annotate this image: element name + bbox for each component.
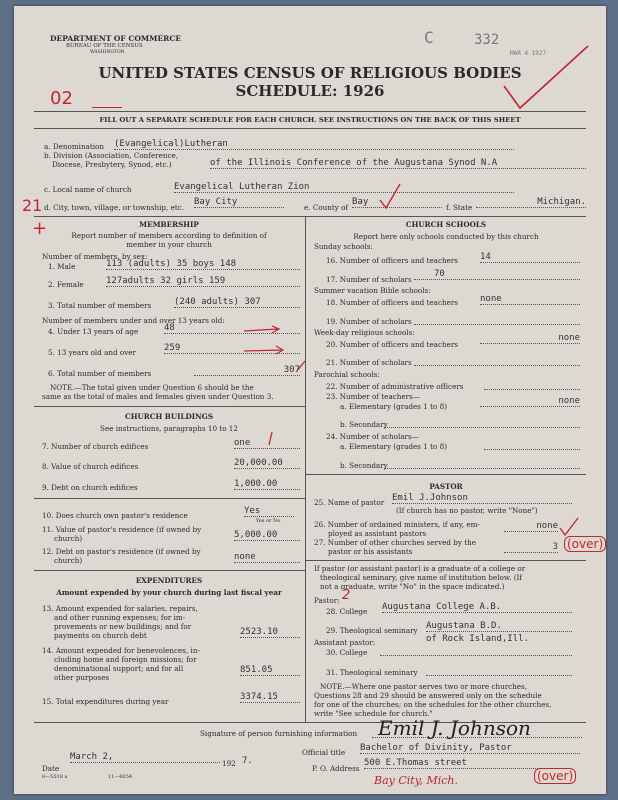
grad-line-2: theological seminary, give name of institution below. (If (320, 573, 523, 582)
q26-line-2: ployed as assistant pastors (328, 529, 427, 538)
red-over-note-1: (over) (564, 536, 606, 552)
red-annotation-2: 2 (342, 588, 351, 603)
q20-value: none (480, 333, 580, 344)
q4-value: 48 (164, 323, 300, 334)
q13-line-1: 13. Amount expended for salaries, repairs, (42, 604, 198, 613)
date-value: March 2, (70, 752, 220, 763)
denomination-label: a. Denomination (44, 142, 104, 151)
bureau-label: BUREAU OF THE CENSUS (66, 43, 143, 49)
dept-label: DEPARTMENT OF COMMERCE (50, 34, 182, 43)
red-annotation-02: 02 (50, 88, 73, 109)
q12-label-1: 12. Debt on pastor's residence (if owned by (42, 547, 201, 556)
q10-note: Yes or No (256, 518, 281, 524)
state-label: f. State (446, 203, 473, 212)
schedule-title: SCHEDULE: 1926 (235, 82, 385, 100)
q19-value-line (414, 324, 580, 325)
red-arrow-q5 (242, 344, 286, 356)
red-arrow-q4 (242, 324, 282, 336)
q30-label: 30. College (326, 648, 368, 657)
schools-sub: Report here only schools conducted by this church (353, 232, 539, 241)
q24b-label: b. Secondary (340, 461, 388, 470)
q13-line-2: and other running expenses; for im- (54, 613, 186, 622)
q9-value: 1,000.00 (234, 479, 300, 490)
q15-label: 15. Total expenditures during year (42, 697, 169, 706)
q9-label: 9. Debt on church edifices (42, 483, 138, 492)
q28-value: Augustana College A.B. (382, 602, 572, 613)
q22-label: 22. Number of administrative officers (326, 382, 464, 391)
q23a-label: a. Elementary (grades 1 to 8) (340, 402, 447, 411)
division-label-2: Diocese, Presbytery, Synod, etc.) (52, 160, 172, 169)
city-label: WASHINGTON (90, 50, 125, 55)
q23b-value-line (384, 427, 580, 428)
schools-title: CHURCH SCHOOLS (405, 220, 487, 229)
q11-value: 5,000.00 (234, 530, 300, 541)
q10-label: 10. Does church own pastor's residence (42, 511, 188, 520)
summer-label: Summer vacation Bible schools: (314, 286, 431, 295)
city-label-d: d. City, town, village, or township, etc. (44, 203, 185, 212)
pastor-note-3: for one of the churches; on the schedules for the other churches, (314, 700, 552, 709)
year-value: 7. (242, 756, 253, 766)
q27-line-2: pastor or his assistants (328, 547, 413, 556)
q22-value-line (484, 389, 580, 390)
q5-label: 5. 13 years old and over (48, 348, 136, 357)
q14-line-1: 14. Amount expended for benevolences, in- (42, 646, 200, 655)
q5-value: 259 (164, 343, 300, 354)
red-check-county (378, 182, 404, 210)
buildings-sub: See instructions, paragraphs 10 to 12 (100, 424, 238, 433)
pastor-note-1: NOTE.—Where one pastor serves two or more churches, (320, 682, 528, 691)
q13-line-4: payments on church debt (54, 631, 147, 640)
red-check-q26 (558, 516, 580, 538)
q20-label: 20. Number of officers and teachers (326, 340, 458, 349)
q14-line-3: denominational support; and for all (54, 664, 184, 673)
county-value: Bay (352, 197, 442, 208)
sunday-label: Sunday schools: (314, 242, 373, 251)
pastor-note-2: Questions 28 and 29 should be answered only on the schedule (314, 691, 542, 700)
membership-sub-2: member in your church (126, 240, 212, 249)
address-value: 500 E.Thomas street (364, 758, 564, 769)
divider-buildings (34, 570, 305, 571)
q10-value: Yes (244, 506, 294, 517)
q30-value-line (380, 655, 572, 656)
membership-note-1: NOTE.—The total given under Question 6 should be the (50, 383, 254, 392)
stamp-date: MAR 4 1927 (510, 50, 547, 57)
q25-label: 25. Name of pastor (314, 498, 385, 507)
q28-label: 28. College (326, 607, 368, 616)
q6-label: 6. Total number of members (48, 369, 152, 378)
q21-label: 21. Number of scholars (326, 358, 412, 367)
parochial-label: Parochial schools: (314, 370, 380, 379)
buildings-title: CHURCH BUILDINGS (124, 412, 214, 421)
q23-value: none (480, 396, 580, 407)
membership-title: MEMBERSHIP (139, 220, 199, 229)
age-header: Number of members under and over 13 years old: (42, 316, 225, 325)
red-cross-mark: + (32, 218, 48, 239)
local-name-label: c. Local name of church (44, 185, 132, 194)
q29-value-2: of Rock Island,Ill. (426, 634, 529, 644)
q27-value: 3 (504, 542, 558, 553)
divider-buildings-inner (34, 498, 305, 499)
q14-line-2: cluding home and foreign missions; for (54, 655, 197, 664)
signature-label: Signature of person furnishing information (200, 729, 358, 738)
stamp-number: 332 (474, 32, 500, 48)
q2-value: 127adults 32 girls 159 (106, 276, 300, 287)
q26-value: none (504, 521, 558, 532)
q1-label: 1. Male (48, 262, 76, 271)
q8-label: 8. Value of church edifices (42, 462, 139, 471)
q12-label-2: church) (54, 556, 83, 565)
q31-label: 31. Theological seminary (326, 668, 418, 677)
q8-value: 20,000.00 (234, 458, 300, 469)
q7-value: one (234, 438, 300, 449)
q11-label-1: 11. Value of pastor's residence (if owned by (42, 525, 202, 534)
column-divider (305, 216, 306, 722)
q29-label: 29. Theological seminary (326, 626, 418, 635)
q13-line-3: provements or new buildings; and for (54, 622, 192, 631)
signature-line (372, 737, 582, 738)
q31-value-line (426, 675, 572, 676)
form-title: UNITED STATES CENSUS OF RELIGIOUS BODIES (98, 64, 522, 82)
divider-general (34, 216, 586, 217)
weekday-label: Week-day religious schools: (314, 328, 415, 337)
q14-value: 851.05 (240, 665, 300, 676)
divider-pastor (305, 560, 586, 561)
q23b-label: b. Secondary (340, 420, 388, 429)
q3-value: (240 adults) 307 (174, 297, 300, 308)
q29-value: Augustana B.D. (426, 621, 572, 632)
division-label-1: b. Division (Association, Conference, (44, 151, 179, 160)
q25-value: Emil J.Johnson (392, 493, 572, 504)
divider-instr (34, 128, 586, 129)
pastor-note-4: write "See schedule for church." (314, 709, 433, 718)
grad-line-1: If pastor (or assistant pastor) is a graduate of a college or (314, 564, 526, 573)
q13-value: 2523.10 (240, 627, 300, 638)
expenditures-sub: Amount expended by your church during last fiscal year (56, 588, 282, 597)
by-sex-label: Number of members, by sex: (42, 252, 148, 261)
signature-value: Emil J. Johnson (378, 716, 531, 740)
q14-line-4: other purposes (54, 673, 110, 682)
local-name-value: Evangelical Lutheran Zion (174, 182, 514, 193)
city-value: Bay City (194, 197, 284, 208)
membership-note-2: same as the total of males and females given under Question 3. (42, 392, 274, 401)
q24a-value-line (484, 449, 580, 450)
state-value: Michigan. (476, 197, 586, 208)
q17-value: 70 (414, 269, 580, 280)
pastor-label: Pastor: (314, 596, 340, 605)
membership-sub-1: Report number of members according to definition of (71, 231, 267, 240)
q1-value: 113 (adults) 35 boys 148 (106, 259, 300, 270)
q16-value: 14 (480, 252, 580, 263)
print-number: 11—6054 (108, 774, 133, 780)
date-label: Date (42, 764, 60, 773)
red-underline (92, 107, 122, 108)
q26-line-1: 26. Number of ordained ministers, if any, em- (314, 520, 480, 529)
q6-value: 307 (194, 365, 300, 376)
q2-label: 2. Female (48, 280, 84, 289)
q3-label: 3. Total number of members (48, 301, 152, 310)
census-form (14, 6, 606, 794)
q11-label-2: church) (54, 534, 83, 543)
q25-note: (If church has no pastor, write "None") (396, 506, 538, 515)
year-prefix: 192 (222, 759, 236, 768)
division-value: of the Illinois Conference of the Augustana Synod N.A (210, 158, 586, 169)
q23-label: 23. Number of teachers— (326, 392, 420, 401)
q17-label: 17. Number of scholars (326, 275, 412, 284)
expenditures-title: EXPENDITURES (135, 576, 203, 585)
instruction-line: FILL OUT A SEPARATE SCHEDULE FOR EACH CHURCH. SEE INSTRUCTIONS ON THE BACK OF THIS SHEET (99, 116, 521, 124)
q12-value: none (234, 552, 300, 563)
red-tick-q7 (264, 431, 278, 447)
form-number: 8—5518 a (42, 774, 68, 780)
divider-schools (305, 474, 586, 475)
official-title-label: Official title (302, 748, 346, 757)
q24a-label: a. Elementary (grades 1 to 8) (340, 442, 447, 451)
q7-label: 7. Number of church edifices (42, 442, 149, 451)
q18-value: none (480, 294, 580, 305)
red-over-note-2: (over) (534, 768, 576, 784)
denomination-value: (Evangelical)Lutheran (114, 139, 514, 150)
grad-line-3: not a graduate, write "No" in the space indicated.) (320, 582, 505, 591)
stamp-letter: C (424, 28, 434, 47)
pastor-title: PASTOR (429, 482, 463, 491)
divider-top (34, 111, 586, 112)
q4-label: 4. Under 13 years of age (48, 327, 139, 336)
county-label: e. County of (304, 203, 349, 212)
address-label: P. O. Address (312, 764, 360, 773)
q24-label: 24. Number of scholars— (326, 432, 419, 441)
red-annotation-21: 21 (22, 196, 43, 215)
q21-value-line (414, 365, 580, 366)
q18-label: 18. Number of officers and teachers (326, 298, 458, 307)
red-tick-q6 (294, 359, 308, 375)
q24b-value-line (384, 468, 580, 469)
q19-label: 19. Number of scholars (326, 317, 412, 326)
address-handwritten: Bay City, Mich. (374, 774, 458, 787)
q15-value: 3374.15 (240, 692, 300, 703)
divider-membership (34, 406, 305, 407)
official-title-value: Bachelor of Divinity, Pastor (360, 743, 580, 754)
q16-label: 16. Number of officers and teachers (326, 256, 458, 265)
q27-line-1: 27. Number of other churches served by the (314, 538, 477, 547)
asst-pastor-label: Assistant pastor: (314, 638, 376, 647)
